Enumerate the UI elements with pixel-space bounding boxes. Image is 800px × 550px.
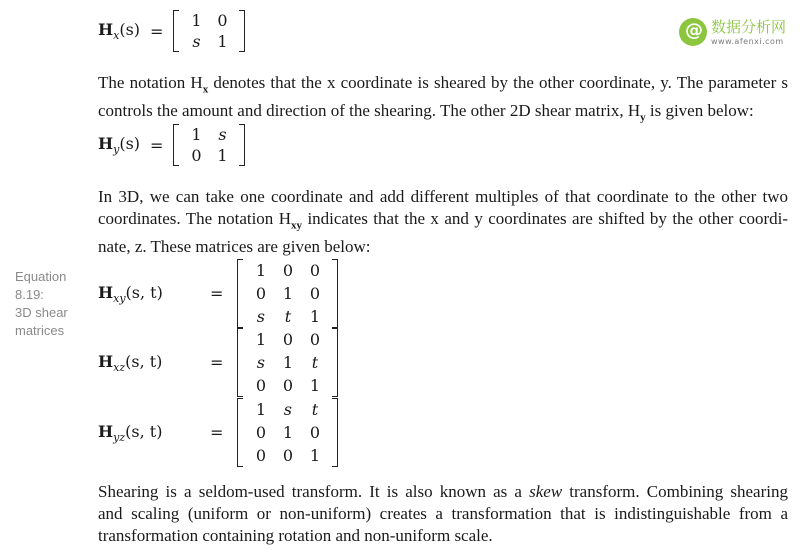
watermark-logo	[679, 18, 786, 46]
equation-hy: $H_y(s)$ = 1 s 0 1	[98, 124, 245, 166]
equation-lhs: $H_{xz}(s$, t)	[98, 351, 163, 374]
matrix-hy: 1 s 0 1	[173, 124, 245, 166]
watermark-name: 数据分析网	[710, 17, 786, 36]
matrix-hxz: 1 0 0 s 1 t 0 0 1	[237, 328, 338, 397]
equation-lhs: $H_y(s)$	[98, 134, 141, 156]
logo-icon	[679, 18, 707, 46]
paragraph-1: The notation $H_x$ denotes that the x coordinate is sheared by the other coordinate, y. The parameter s controls the amount and direction of the shearing. The other 2D shear matrix, $H_y$ is given below:	[98, 73, 788, 124]
equation-lhs: $H_{xy}(s$, t)	[98, 282, 163, 305]
paragraph-3: Shearing is a seldom-used transform. It is also known as a skew transform. Combining shearing and scaling (uniform or non-uniform) creates a transformation that is indistinguishable from a transformation containing rotation and non-uniform scale.	[98, 482, 788, 545]
paragraph-2: In 3D, we can take one coordinate and add different multiples of that coordinate to the other two coordinates. The notation $H_{xy}$ indicates that the x and y coordinates are shifted by the other coordi- nate, z. These matrices are given below:	[98, 187, 788, 257]
matrix-hyz: 1 s t 0 1 0 0 0 1	[237, 398, 338, 467]
equation-lhs: $H_{yz}(s$, t)	[98, 421, 163, 444]
equation-hxz: $H_{xz}(s$, t) = 1 0 0 s 1 t 0 0 1	[98, 328, 338, 397]
watermark-text	[711, 19, 786, 46]
equation-caption: Equation 8.19: 3D shear matrices	[15, 269, 68, 338]
matrix-hx: 1 0 s 1	[173, 10, 245, 52]
equation-hyz: $H_{yz}(s$, t) = 1 s t 0 1 0 0 0 1	[98, 398, 338, 467]
equation-hx: $H_x(s)$ = 1 0 s 1	[98, 10, 245, 52]
matrix-hxy: 1 0 0 0 1 0 s t 1	[237, 259, 338, 328]
equation-hxy: $H_{xy}(s$, t) = 1 0 0 0 1 0 s t 1	[98, 259, 338, 328]
equation-lhs: $H_x(s)$	[98, 20, 141, 42]
watermark-url: www.afenxi.com	[710, 36, 784, 46]
